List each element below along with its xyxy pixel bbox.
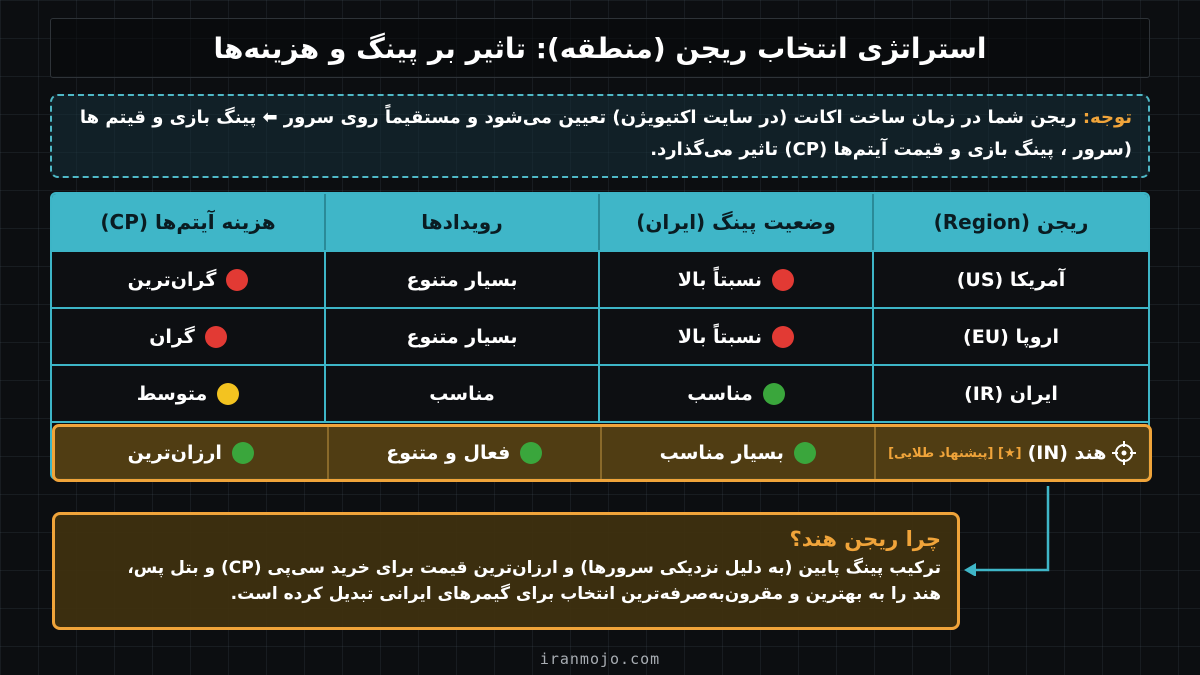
why-line-2: هند را به بهترین و مقرون‌به‌صرفه‌ترین انتخاب برای گیمرهای ایرانی تبدیل کرده است. <box>230 584 941 604</box>
recommended-region-row <box>52 424 1152 482</box>
ping-text: نسبتاً بالا <box>677 325 763 348</box>
why-line-1: ترکیب پینگ پایین (به دلیل نزدیکی سرورها) و ارزان‌ترین قیمت برای خرید سی‌پی (CP) و بتل پس، <box>127 558 941 578</box>
cost-cell <box>52 366 326 421</box>
region-cell: اروپا (EU) <box>963 325 1059 348</box>
title-bar <box>50 18 1150 78</box>
ping-cell <box>600 252 874 307</box>
header-region: ریجن (Region) <box>933 210 1089 234</box>
region-cell <box>876 427 1149 479</box>
region-cell: ایران (IR) <box>964 382 1058 405</box>
events-cell: بسیار متنوع <box>326 252 600 307</box>
golden-recommendation-badge: [★] [پیشنهاد طلایی] <box>888 445 1022 461</box>
ping-cell <box>602 427 876 479</box>
events-cell: مناسب <box>326 366 600 421</box>
cost-text: گران <box>149 325 195 348</box>
events-text: فعال و متنوع <box>386 442 511 464</box>
cost-cell <box>52 309 326 364</box>
cost-text: ارزان‌ترین <box>127 442 222 464</box>
status-dot-icon <box>772 269 794 291</box>
region-text: هند (IN) <box>1027 442 1107 464</box>
ping-cell <box>600 366 874 421</box>
ping-text: نسبتاً بالا <box>677 268 763 291</box>
watermark: iranmojo.com <box>539 650 661 668</box>
cost-text: متوسط <box>136 382 208 405</box>
region-cell: آمریکا (US) <box>956 268 1066 291</box>
page-title: استراتژی انتخاب ریجن (منطقه): تاثیر بر پینگ و هزینه‌ها <box>213 31 987 65</box>
status-dot-icon <box>794 442 816 464</box>
status-dot-icon <box>205 326 227 348</box>
ping-cell <box>600 309 874 364</box>
why-box <box>52 512 960 630</box>
note-text: ریجن شما در زمان ساخت اکانت (در سایت اکتیویژن) تعیین می‌شود و مستقیماً روی سرور ⬅ پینگ بازی و قیتم ها (سرور ، پینگ بازی و قیمت آیتم‌ها (CP) تاثیر می‌گذارد. <box>79 107 1132 160</box>
status-dot-icon <box>232 442 254 464</box>
status-dot-icon <box>217 383 239 405</box>
events-cell <box>329 427 603 479</box>
cost-cell <box>52 252 326 307</box>
status-dot-icon <box>226 269 248 291</box>
ping-text: بسیار مناسب <box>659 442 784 464</box>
events-cell: بسیار متنوع <box>326 309 600 364</box>
table-row <box>52 307 1148 364</box>
header-events: رویدادها <box>326 194 600 250</box>
ping-text: مناسب <box>687 382 753 405</box>
table-row <box>52 364 1148 421</box>
table-row <box>52 250 1148 307</box>
connector-arrow-icon <box>958 486 1058 576</box>
cost-text: گران‌ترین <box>127 268 217 291</box>
why-title: چرا ریجن هند؟ <box>789 527 941 551</box>
header-cost: هزینه آیتم‌ها (CP) <box>52 194 326 250</box>
note-label: توجه: <box>1082 107 1132 128</box>
status-dot-icon <box>520 442 542 464</box>
status-dot-icon <box>772 326 794 348</box>
crosshair-icon <box>1112 441 1136 465</box>
note-box <box>50 94 1150 178</box>
cost-cell <box>55 427 329 479</box>
status-dot-icon <box>763 383 785 405</box>
table-header-row <box>52 194 1148 250</box>
header-ping: وضعیت پینگ (ایران) <box>600 194 874 250</box>
